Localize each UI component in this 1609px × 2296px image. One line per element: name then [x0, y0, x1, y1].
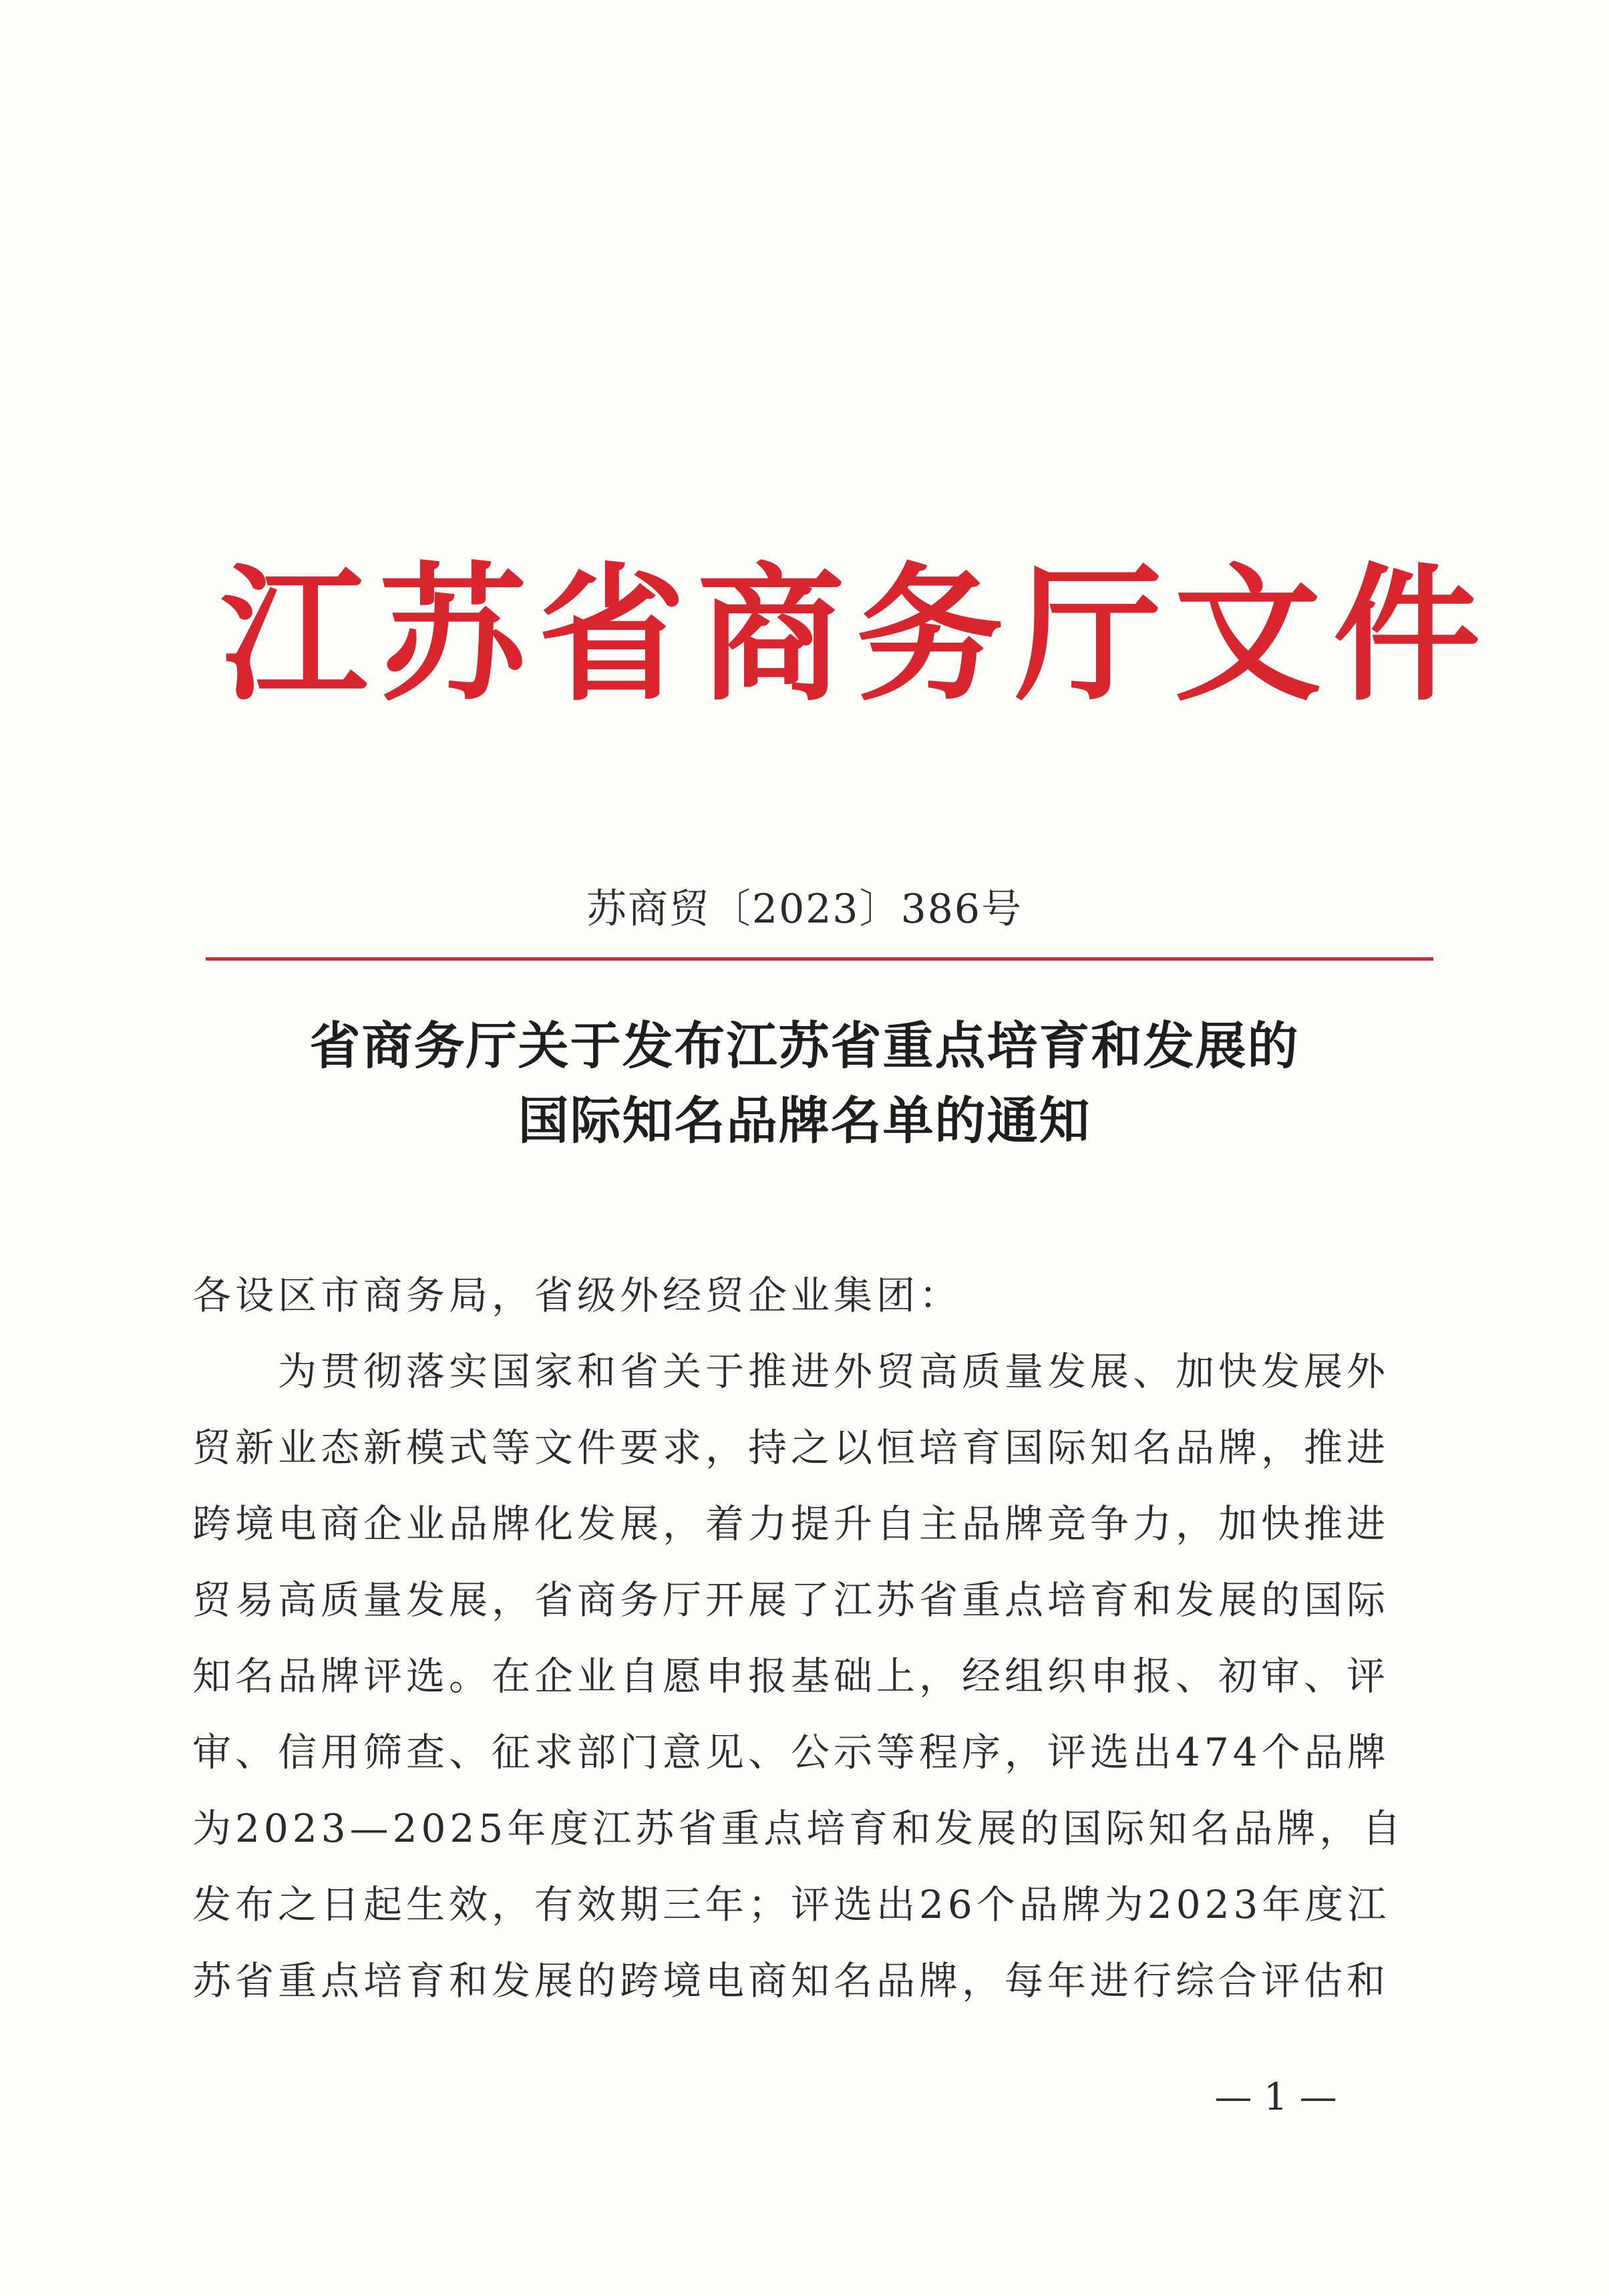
notice-title: [0, 1009, 1609, 1158]
body-line: 为贯彻落实国家和省关于推进外贸高质量发展、加快发展外: [192, 1349, 1390, 1394]
document-number: 苏商贸〔2023〕386号: [586, 886, 1023, 933]
page-number: — 1 —: [1214, 2076, 1337, 2119]
body-line: 贸新业态新模式等文件要求，持之以恒培育国际知名品牌，推进: [192, 1425, 1390, 1470]
notice-body: [192, 1257, 1428, 2019]
body-line: 审、信用筛查、征求部门意见、公示等程序，评选出474个品牌: [192, 1730, 1390, 1775]
red-divider-line: [206, 957, 1433, 961]
body-line: 跨境电商企业品牌化发展，着力提升自主品牌竞争力，加快推进: [192, 1501, 1390, 1546]
body-line: 贸易高质量发展，省商务厅开展了江苏省重点培育和发展的国际: [192, 1577, 1390, 1623]
body-line: 知名品牌评选。在企业自愿申报基础上，经组织申报、初审、评: [192, 1653, 1390, 1699]
masthead-title: 江苏省商务厅文件: [220, 548, 1493, 721]
body-line: 苏省重点培育和发展的跨境电商知名品牌，每年进行综合评估和: [192, 1958, 1390, 2003]
notice-title-line-1: 省商务厅关于发布江苏省重点培育和发展的: [309, 1016, 1300, 1076]
body-line: 发布之日起生效，有效期三年；评选出26个品牌为2023年度江: [192, 1882, 1391, 1927]
addressee: 各设区市商务局，省级外经贸企业集团：: [192, 1273, 962, 1318]
notice-title-line-2: 国际知名品牌名单的通知: [518, 1091, 1091, 1150]
body-line: 为2023—2025年度江苏省重点培育和发展的国际知名品牌，自: [192, 1806, 1405, 1851]
